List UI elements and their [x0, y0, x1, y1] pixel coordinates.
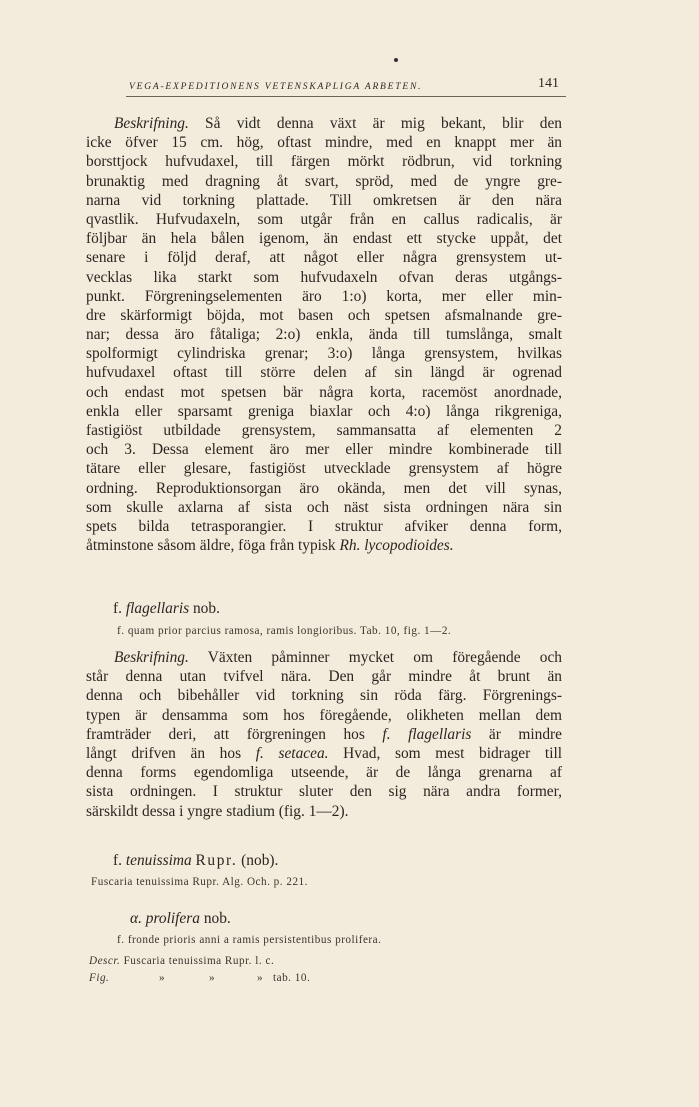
line-text: narna vid torkning plattade. Till omkretsen är den nära — [86, 191, 562, 209]
text-line — [86, 479, 562, 498]
line-text: som skulle axlarna af sista och näst sista ordningen nära sin — [86, 498, 562, 516]
text-line — [86, 686, 562, 705]
taxon-author: Rupr. — [195, 852, 238, 869]
taxon-prolifera-heading — [130, 910, 231, 928]
line-text: hufvudaxel oftast till större delen af sin längd är ogrenad — [86, 364, 562, 382]
line-text: Växten påminner mycket om föregående och — [188, 649, 562, 666]
line-text: åtminstone såsom äldre, föga från typisk — [86, 537, 340, 555]
running-head: VEGA-EXPEDITIONENS VETENSKAPLIGA ARBETEN. — [129, 82, 423, 92]
paragraph-label: Beskrifning. — [114, 115, 189, 132]
taxon-tenuissima-heading — [113, 852, 278, 870]
text-line — [86, 210, 562, 229]
taxon-name: tenuissima — [125, 852, 192, 869]
line-text: enkla eller sparsamt greniga biaxlar och 4:o) långa rikgreniga, — [86, 402, 562, 420]
text-line — [86, 325, 562, 344]
line-text: fastigiöst utbildade grensystem, sammansatta af elementen 2 — [86, 422, 562, 439]
line-text: Hvad, som mest bidrager till — [328, 744, 563, 762]
line-text: och 3. Dessa element äro mer eller mindre kombinerade till — [86, 441, 562, 459]
taxon-prolifera-description-ref — [89, 955, 274, 967]
ditto-mark: » — [209, 972, 216, 984]
ink-spot — [394, 58, 398, 62]
text-line — [86, 517, 562, 536]
taxon-rank: f. — [113, 852, 122, 869]
line-text: framträder deri, att förgreningen hos — [86, 725, 383, 743]
fig-text: tab. 10. — [273, 972, 311, 984]
line-text: typen är densamma som hos föregående, olikheten mellan dem — [86, 706, 562, 724]
taxon-author: nob. — [192, 600, 220, 617]
taxon-reference: f. flagellaris — [382, 725, 472, 743]
text-line — [86, 440, 562, 459]
text-line — [86, 133, 562, 152]
line-text: och endast mot spetsen bär några korta, racemöst anordnade, — [86, 383, 562, 401]
ditto-mark: » — [159, 972, 166, 984]
line-text: senare i följd deraf, att något eller några grensystem ut- — [86, 249, 562, 267]
text-line — [86, 782, 562, 801]
line-text: punkt. Förgreningselementen äro 1:o) korta, mer eller min- — [86, 287, 562, 305]
line-text: följbar än hela bålen igenom, än endast ett stycke uppåt, det — [86, 230, 562, 248]
line-text: denna och bibehåller vid torkning sin röda färg. Förgrenings- — [86, 687, 562, 705]
taxon-name: prolifera — [145, 910, 200, 927]
text-line — [86, 152, 562, 171]
descr-label: Descr. — [89, 955, 121, 967]
taxon-reference: f. setacea. — [255, 744, 329, 762]
header-rule — [126, 96, 566, 97]
line-text: vecklas lika starkt som hufvudaxeln ofvan deras utgångs- — [86, 268, 562, 286]
text-line — [86, 248, 562, 267]
text-line — [86, 114, 562, 133]
line-text: står denna utan tvifvel nära. Den går mindre åt brunt än — [86, 668, 562, 686]
text-line — [86, 306, 562, 325]
line-text: är mindre — [471, 725, 563, 743]
page-number: 141 — [538, 76, 559, 91]
line-text: icke öfver 15 cm. hög, oftast mindre, med en knappt mer än — [86, 134, 562, 152]
text-line — [86, 763, 562, 782]
taxon-tenuissima-reference: Fuscaria tenuissima Rupr. Alg. Och. p. 221. — [91, 876, 308, 888]
taxon-prolifera-figure-ref — [89, 972, 329, 984]
line-text: spets bilda tetrasporangier. I struktur afviker denna form, — [86, 517, 562, 535]
text-line — [86, 667, 562, 686]
line-text: tätare eller glesare, fastigiöst utvecklade grensystem af högre — [86, 460, 562, 478]
line-text: borsttjock hufvudaxel, till färgen mörkt rödbrun, vid torkning — [86, 153, 562, 171]
text-line — [86, 344, 562, 363]
line-text: sista ordningen. I struktur sluter den sig nära andra former, — [86, 783, 562, 801]
text-line — [86, 648, 562, 667]
taxon-reference: Rh. lycopodioides. — [339, 537, 454, 555]
taxon-rank: f. — [113, 600, 122, 617]
line-text: spolformigt cylindriska grenar; 3:o) långa grensystem, hvilkas — [86, 345, 562, 363]
taxon-prolifera-diagnosis: f. fronde prioris anni a ramis persistentibus prolifera. — [117, 934, 382, 946]
line-text: långt drifven än hos — [86, 744, 256, 762]
text-line — [86, 802, 562, 821]
text-line — [86, 363, 562, 382]
fig-label: Fig. — [89, 972, 110, 984]
text-line — [86, 172, 562, 191]
taxon-author-suffix: (nob). — [237, 852, 279, 869]
line-text: qvastlik. Hufvudaxeln, som utgår från en callus radicalis, är — [86, 210, 562, 228]
text-line — [86, 402, 562, 421]
text-line — [86, 498, 562, 517]
line-text: nar; dessa äro fåtaliga; 2:o) enkla, ända till tumslånga, smalt — [86, 326, 562, 344]
taxon-flagellaris-heading — [113, 600, 220, 618]
text-line — [86, 229, 562, 248]
line-text: ordning. Reproduktionsorgan äro okända, men det vill synas, — [86, 479, 562, 497]
text-line — [86, 706, 562, 725]
text-line — [86, 191, 562, 210]
text-line — [86, 421, 562, 440]
taxon-name: flagellaris — [125, 600, 190, 617]
paragraph-label: Beskrifning. — [114, 649, 189, 666]
line-text: dre skärformigt böjda, mot basen och spetsen afsmalnande gre- — [86, 306, 562, 324]
ditto-mark: » — [257, 972, 264, 984]
description-paragraph-1 — [86, 114, 562, 555]
text-line — [86, 744, 562, 763]
description-paragraph-2 — [86, 648, 562, 821]
text-line — [86, 536, 562, 555]
line-text: denna forms egendomliga utseende, är de långa grenarna af — [86, 764, 562, 782]
text-line — [86, 287, 562, 306]
line-text: Så vidt denna växt är mig bekant, blir den — [188, 115, 562, 132]
line-text: brunaktig med dragning åt svart, spröd, med de yngre gre- — [86, 172, 562, 190]
taxon-author: nob. — [203, 910, 231, 927]
taxon-flagellaris-diagnosis: f. quam prior parcius ramosa, ramis longioribus. Tab. 10, fig. 1—2. — [117, 625, 452, 637]
text-line — [86, 459, 562, 478]
text-line — [86, 725, 562, 744]
text-line — [86, 383, 562, 402]
line-text: särskildt dessa i yngre stadium (fig. 1—2). — [86, 802, 349, 820]
descr-text: Fuscaria tenuissima Rupr. l. c. — [123, 955, 275, 967]
text-line — [86, 268, 562, 287]
taxon-rank: α. — [130, 910, 142, 927]
